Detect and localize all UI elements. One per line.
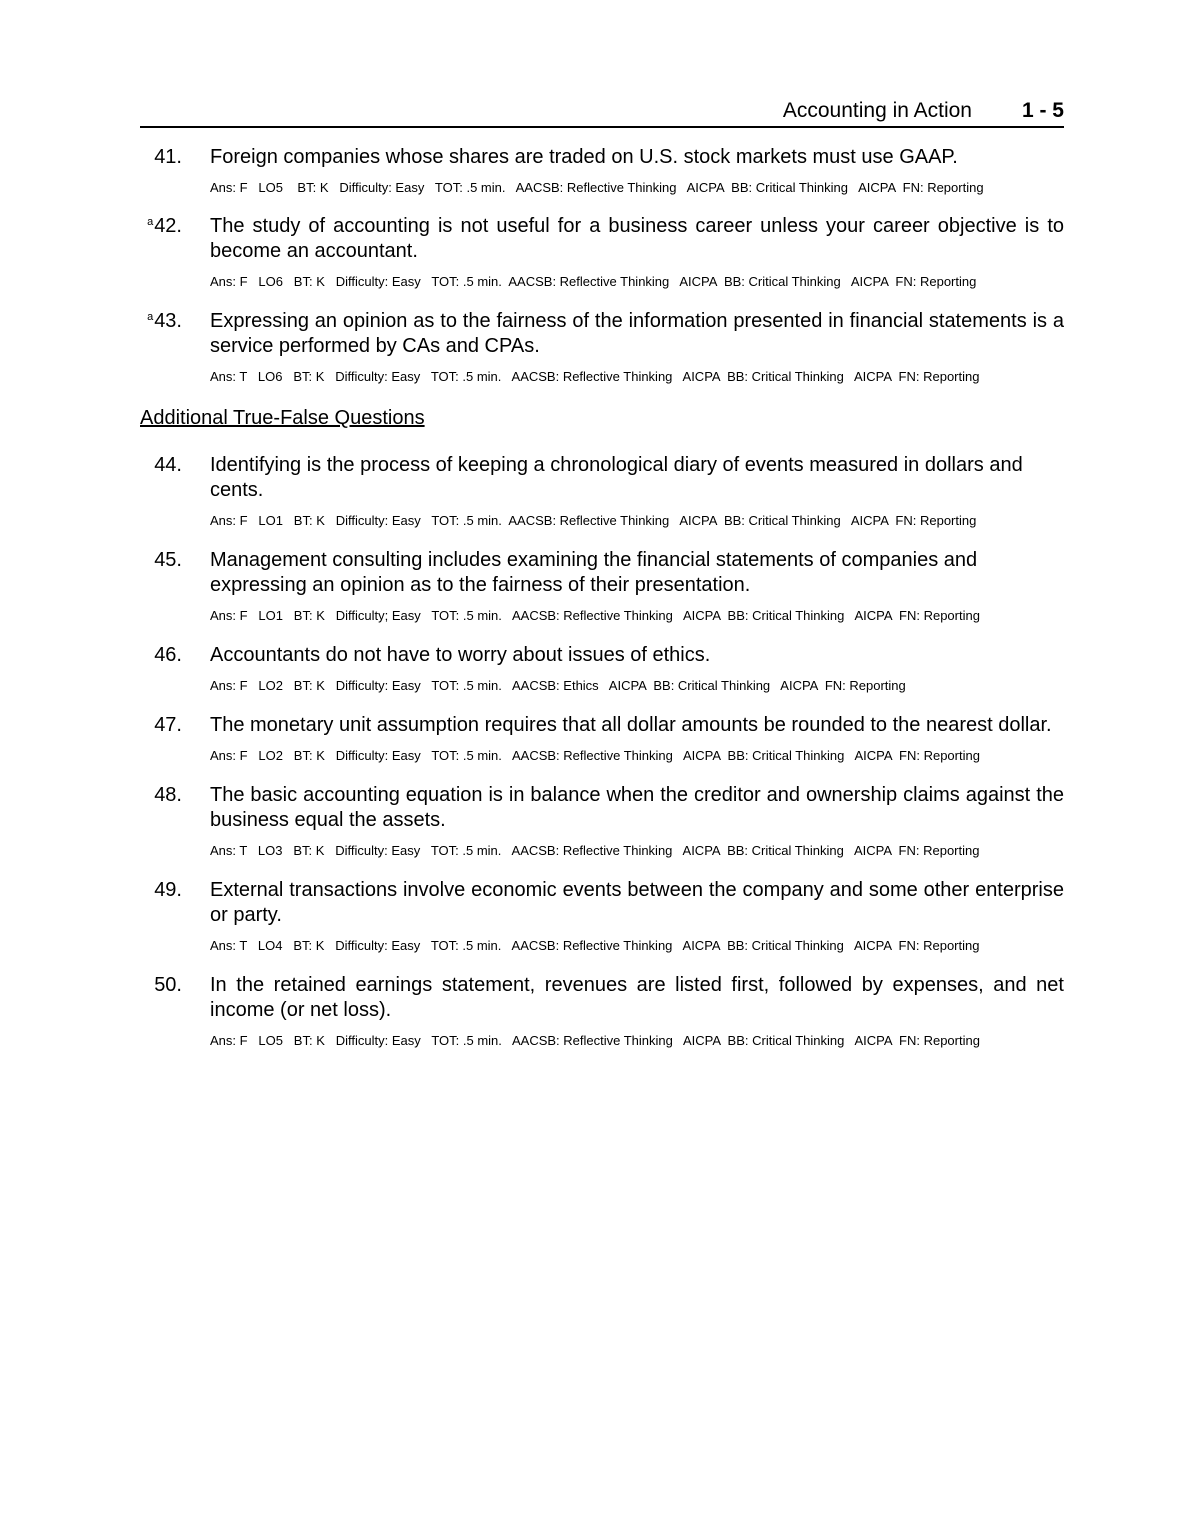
question-metadata: Ans: T LO6 BT: K Difficulty: Easy TOT: .5 min. AACSB: Reflective Thinking AICPA BB: Critical Thinking AICPA FN: Reporting [210, 369, 980, 384]
question-item [140, 453, 1064, 529]
question-item [140, 309, 1064, 385]
question-item [140, 783, 1064, 859]
page-number: 1 - 5 [1021, 99, 1064, 122]
question-number: 46. [154, 644, 182, 666]
question-number: $^a$42. [147, 215, 182, 237]
question-text: Foreign companies whose shares are traded on U.S. stock markets must use GAAP. [210, 146, 958, 168]
question-number: 41. [154, 146, 182, 168]
question-number: 44. [154, 454, 182, 476]
appendix-marker: a [147, 216, 154, 228]
question-item [140, 548, 1064, 624]
question-item [140, 145, 1064, 196]
question-metadata: Ans: T LO3 BT: K Difficulty: Easy TOT: .5 min. AACSB: Reflective Thinking AICPA BB: Critical Thinking AICPA FN: Reporting [210, 843, 980, 858]
question-metadata: Ans: F LO1 BT: K Difficulty; Easy TOT: .5 min. AACSB: Reflective Thinking AICPA BB: Critical Thinking AICPA FN: Reporting [210, 608, 980, 623]
question-number: $^a$43. [147, 310, 182, 332]
question-text: External transactions involve economic events between the company and some other enterprise or party. [210, 879, 1064, 926]
question-metadata: Ans: F LO2 BT: K Difficulty: Easy TOT: .5 min. AACSB: Reflective Thinking AICPA BB: Critical Thinking AICPA FN: Reporting [210, 748, 980, 763]
question-list [140, 145, 1064, 1049]
question-item [140, 214, 1064, 290]
question-metadata: Ans: F LO5 BT: K Difficulty: Easy TOT: .5 min. AACSB: Reflective Thinking AICPA BB: Critical Thinking AICPA FN: Reporting [210, 1033, 980, 1048]
question-text: The basic accounting equation is in balance when the creditor and ownership claims against the business equal the assets. [210, 784, 1064, 831]
question-metadata: Ans: F LO2 BT: K Difficulty: Easy TOT: .5 min. AACSB: Ethics AICPA BB: Critical Thinking AICPA FN: Reporting [210, 678, 906, 693]
question-number: 45. [154, 549, 182, 571]
question-text: Identifying is the process of keeping a chronological diary of events measured in dollars and cents. [210, 454, 1023, 501]
page-header [140, 98, 1064, 128]
question-number: 49. [154, 879, 182, 901]
question-text: Management consulting includes examining the financial statements of companies and expressing an opinion as to the fairness of their presentation. [210, 549, 978, 596]
question-text: The monetary unit assumption requires that all dollar amounts be rounded to the nearest dollar. [210, 714, 1052, 736]
question-item [140, 713, 1064, 764]
question-metadata: Ans: F LO1 BT: K Difficulty: Easy TOT: .5 min. AACSB: Reflective Thinking AICPA BB: Critical Thinking AICPA FN: Reporting [210, 513, 977, 528]
question-item [140, 973, 1064, 1049]
question-item [140, 643, 1064, 694]
question-text: The study of accounting is not useful for a business career unless your career objective is to become an accountant. [210, 215, 1064, 262]
question-number: 50. [154, 974, 182, 996]
section-heading: Additional True-False Questions [140, 407, 425, 429]
question-metadata: Ans: F LO6 BT: K Difficulty: Easy TOT: .5 min. AACSB: Reflective Thinking AICPA BB: Critical Thinking AICPA FN: Reporting [210, 274, 977, 289]
question-number: 48. [154, 784, 182, 806]
question-item [140, 878, 1064, 954]
question-text: Expressing an opinion as to the fairness of the information presented in financial statements is a service performed by CAs and CPAs. [210, 310, 1064, 357]
question-text: Accountants do not have to worry about issues of ethics. [210, 644, 711, 666]
appendix-marker: a [147, 311, 154, 323]
chapter-title: Accounting in Action [782, 99, 972, 122]
question-text: In the retained earnings statement, revenues are listed first, followed by expenses, and net income (or net loss). [210, 974, 1064, 1021]
question-metadata: Ans: T LO4 BT: K Difficulty: Easy TOT: .5 min. AACSB: Reflective Thinking AICPA BB: Critical Thinking AICPA FN: Reporting [210, 938, 980, 953]
question-metadata: Ans: F LO5 BT: K Difficulty: Easy TOT: .5 min. AACSB: Reflective Thinking AICPA BB: Critical Thinking AICPA FN: Reporting [210, 180, 984, 195]
question-number: 47. [154, 714, 182, 736]
